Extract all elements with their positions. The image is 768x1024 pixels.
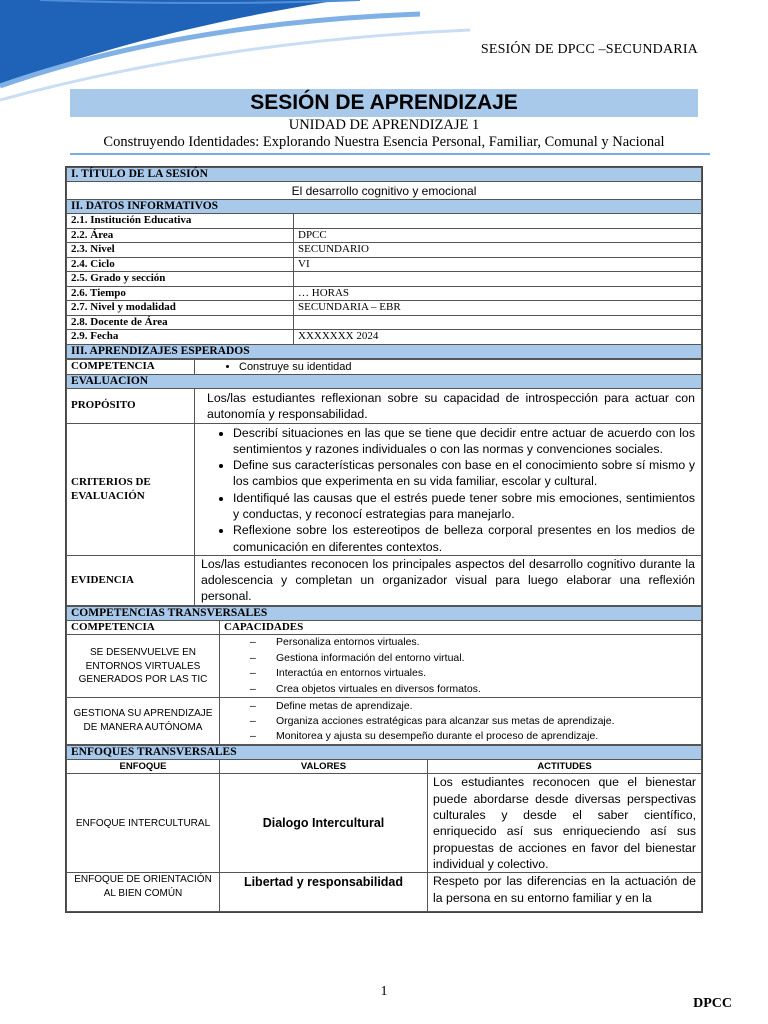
evidencia-label: EVIDENCIA bbox=[67, 555, 195, 605]
enfoque-valor: Libertad y responsabilidad bbox=[220, 873, 428, 912]
enfoques-heading: ENFOQUES TRANSVERSALES bbox=[67, 746, 702, 760]
datos-value: SECUNDARIO bbox=[294, 243, 702, 258]
datos-label: 2.5. Grado y sección bbox=[67, 272, 294, 287]
capacidad-item: – Define metas de aprendizaje. bbox=[276, 699, 697, 714]
transversal-competencia: GESTIONA SU APRENDIZAJE DE MANERA AUTÓNOMA bbox=[67, 698, 220, 745]
criterio-item: • Reflexione sobre los estereotipos de belleza corporal presentes en los medios de comunicación en diferentes contextos. bbox=[233, 522, 695, 555]
transversales-table bbox=[66, 606, 702, 746]
transversales-col-competencia: COMPETENCIA bbox=[67, 620, 220, 635]
session-title-value: El desarrollo cognitivo y emocional bbox=[67, 182, 702, 200]
unit-label: UNIDAD DE APRENDIZAJE 1 bbox=[288, 117, 480, 133]
unit-title: Construyendo Identidades: Explorando Nuestra Esencia Personal, Familiar, Comunal y Nacional bbox=[103, 134, 665, 150]
datos-value: … HORAS bbox=[294, 286, 702, 301]
datos-value: SECUNDARIA – EBR bbox=[294, 301, 702, 316]
competencia-label: COMPETENCIA bbox=[67, 359, 195, 374]
session-document bbox=[65, 166, 703, 913]
enfoque-name: ENFOQUE DE ORIENTACIÓN AL BIEN COMÚN bbox=[67, 873, 220, 912]
capacidad-item: – Gestiona información del entorno virtual. bbox=[276, 651, 697, 667]
transversales-heading: COMPETENCIAS TRANSVERSALES bbox=[67, 606, 702, 620]
evaluacion-heading: EVALUACION bbox=[67, 374, 702, 388]
datos-label: 2.8. Docente de Área bbox=[67, 315, 294, 330]
datos-label: 2.6. Tiempo bbox=[67, 286, 294, 301]
capacidad-item: – Monitorea y ajusta su desempeño durante el proceso de aprendizaje. bbox=[276, 729, 697, 744]
capacidad-item: – Interactúa en entornos virtuales. bbox=[276, 666, 697, 682]
enfoques-col-actitudes: ACTITUDES bbox=[428, 760, 702, 774]
capacidad-item: – Crea objetos virtuales en diversos formatos. bbox=[276, 682, 697, 698]
datos-value: XXXXXXX 2024 bbox=[294, 330, 702, 345]
enfoque-actitud: Los estudiantes reconocen que el bienestar puede abordarse desde diversas perspectivas culturales y desde el saber científico, enriquecido así sus enriqueciendo así sus propuestas de acciones en favor del bienestar individual y colectivo. bbox=[428, 774, 702, 873]
page-number: 1 bbox=[380, 984, 388, 999]
page-title: SESIÓN DE APRENDIZAJE bbox=[70, 89, 698, 117]
datos-label: 2.3. Nivel bbox=[67, 243, 294, 258]
criterio-item: • Identifiqué las causas que el estrés puede tener sobre mis emociones, sentimientos y conductas, y reconocí estrategias para manejarlo. bbox=[233, 490, 695, 523]
header-title: SESIÓN DE DPCC –SECUNDARIA bbox=[480, 42, 698, 57]
title-separator bbox=[70, 152, 710, 156]
datos-value bbox=[294, 272, 702, 287]
section-titulo-heading: I. TÍTULO DE LA SESIÓN bbox=[67, 168, 702, 182]
enfoques-col-valores: VALORES bbox=[220, 760, 428, 774]
datos-label: 2.7. Nivel y modalidad bbox=[67, 301, 294, 316]
datos-value bbox=[294, 315, 702, 330]
enfoques-table bbox=[66, 745, 702, 912]
datos-label: 2.9. Fecha bbox=[67, 330, 294, 345]
datos-label: 2.2. Área bbox=[67, 228, 294, 243]
criterio-item: • Describí situaciones en las que se tiene que decidir entre actuar de acuerdo con los sentimientos y razones individuales o con las normas y convenciones sociales. bbox=[233, 425, 695, 458]
datos-value: VI bbox=[294, 257, 702, 272]
competencia-value: • Construye su identidad bbox=[239, 361, 697, 373]
datos-label: 2.4. Ciclo bbox=[67, 257, 294, 272]
enfoque-valor: Dialogo Intercultural bbox=[220, 774, 428, 873]
enfoque-actitud: Respeto por las diferencias en la actuación de la persona en su entorno familiar y en la bbox=[428, 873, 702, 912]
enfoque-name: ENFOQUE INTERCULTURAL bbox=[67, 774, 220, 873]
footer-label: DPCC bbox=[693, 996, 732, 1011]
section-datos-heading: II. DATOS INFORMATIVOS bbox=[67, 200, 702, 214]
datos-table bbox=[66, 167, 702, 359]
evaluacion-table bbox=[66, 359, 702, 606]
capacidad-item: – Personaliza entornos virtuales. bbox=[276, 635, 697, 651]
section-aprendizajes-heading: III. APRENDIZAJES ESPERADOS bbox=[67, 344, 702, 358]
transversales-col-capacidades: CAPACIDADES bbox=[220, 620, 702, 635]
datos-value: DPCC bbox=[294, 228, 702, 243]
proposito-text: Los/las estudiantes reflexionan sobre su capacidad de introspección para actuar con autonomía y responsabilidad. bbox=[195, 388, 702, 423]
datos-value bbox=[294, 214, 702, 229]
proposito-label: PROPÓSITO bbox=[67, 388, 195, 423]
transversal-competencia: SE DESENVUELVE EN ENTORNOS VIRTUALES GENERADOS POR LAS TIC bbox=[67, 635, 220, 698]
criterios-label: CRITERIOS DE EVALUACIÓN bbox=[67, 423, 195, 555]
datos-label: 2.1. Institución Educativa bbox=[67, 214, 294, 229]
capacidad-item: – Organiza acciones estratégicas para alcanzar sus metas de aprendizaje. bbox=[276, 714, 697, 729]
evidencia-text: Los/las estudiantes reconocen los principales aspectos del desarrollo cognitivo durante la adolescencia y completan un organizador visual para luego elaborar una reflexión personal. bbox=[195, 555, 702, 605]
criterio-item: • Define sus características personales con base en el conocimiento sobre sí mismo y los cambios que experimenta en su vida familiar, escolar y cultural. bbox=[233, 457, 695, 490]
enfoques-col-enfoque: ENFOQUE bbox=[67, 760, 220, 774]
